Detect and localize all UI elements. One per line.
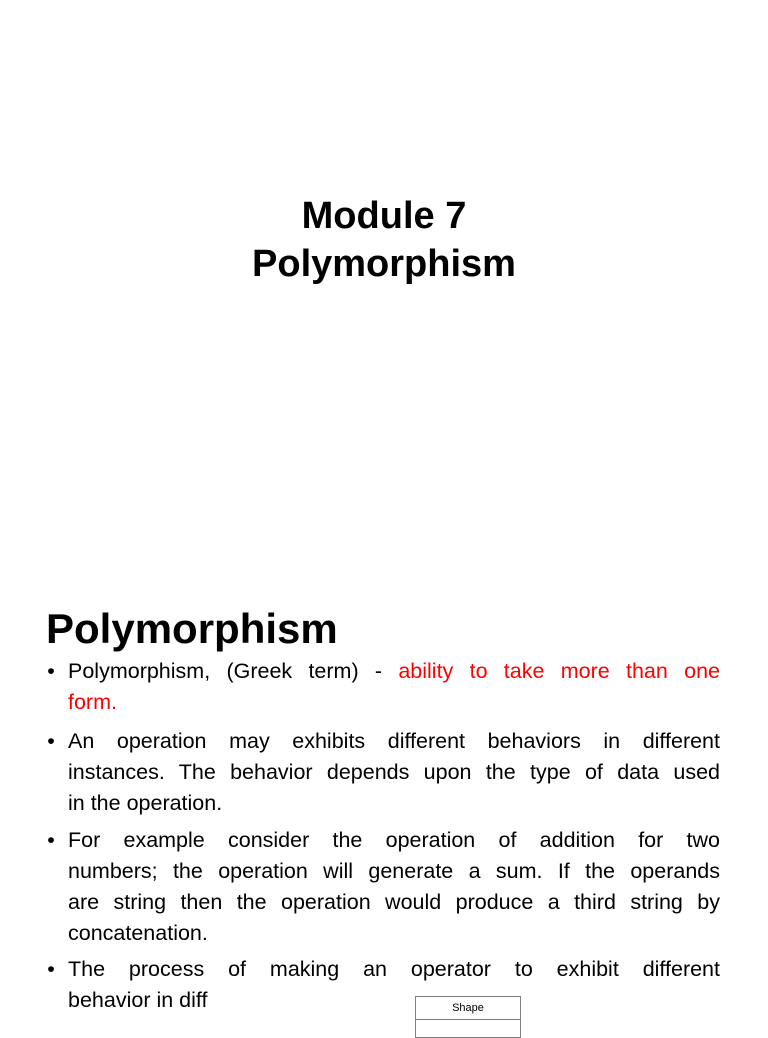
bullet-line: are string then the operation would produce a third string by bbox=[68, 890, 720, 914]
class-name: Shape bbox=[416, 997, 520, 1020]
bullet-line: For example consider the operation of addition for two bbox=[68, 828, 720, 852]
bullet-line: Polymorphism, (Greek term) - ability to take more than one bbox=[68, 659, 720, 683]
slide-title-line-2: Polymorphism bbox=[252, 243, 516, 285]
bullet-dot: • bbox=[47, 659, 55, 683]
class-diagram bbox=[415, 996, 521, 1038]
bullet-dot: • bbox=[47, 957, 55, 981]
bullet-line: numbers; the operation will generate a sum. If the operands bbox=[68, 859, 720, 883]
bullet-item bbox=[47, 954, 720, 1016]
bullet-item bbox=[47, 656, 720, 718]
bullet-dot: • bbox=[47, 828, 55, 852]
bullet-dot: • bbox=[47, 729, 55, 753]
bullet-line: in the operation. bbox=[68, 791, 223, 815]
bullet-line bbox=[68, 687, 720, 718]
highlighted-text: ability to take more than one bbox=[398, 659, 720, 683]
bullet-line: An operation may exhibits different behaviors in different bbox=[68, 729, 720, 753]
bullet-item bbox=[47, 726, 720, 819]
bullet-line: instances. The behavior depends upon the type of data used bbox=[68, 760, 720, 784]
bullet-line: concatenation. bbox=[68, 921, 208, 945]
slide-title-line-1: Module 7 bbox=[301, 195, 467, 237]
bullet-line: The process of making an operator to exhibit different bbox=[68, 957, 720, 981]
section-heading: Polymorphism bbox=[46, 605, 338, 652]
slide-title bbox=[0, 192, 768, 288]
highlighted-text: form. bbox=[68, 690, 117, 714]
bullet-line: behavior in diff bbox=[68, 988, 208, 1012]
bullet-item bbox=[47, 825, 720, 949]
